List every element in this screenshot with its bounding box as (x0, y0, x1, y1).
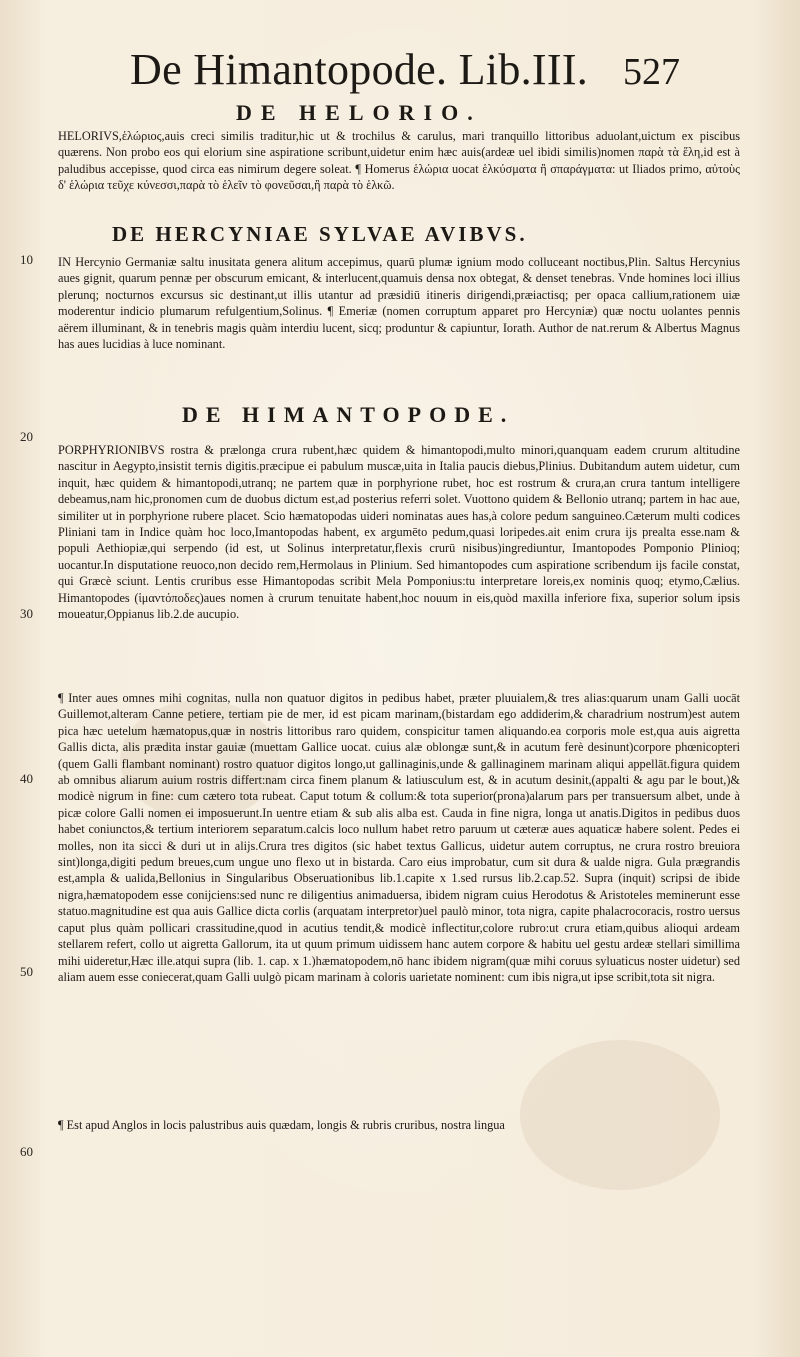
paragraph-hercyniae: IN Hercynio Germaniæ saltu inusitata genera alitum accepimus, quarū plumæ ignium modo colluceant noctibus,Plin. Saltus Hercynius aues gignit, quarum pennæ per obscurum emicant, & interlucent,quamuis densa nox obtegat, & denset tenebras. Vnde homines loci illius plerunq; nocturnos excursus sic destinant,ut illis utantur ad præsidiū itineris dirigendi,præiactisq; per opaca callium,rationem uiæ moderentur indicio plumarum refulgentium,Solinus. ¶ Emeriæ (nomen corruptum apparet pro Hercyniæ) quæ noctu uolantes pennis aërem illuminant, & in tenebris magis quàm interdiu lucent, sicq; produntur & capiuntur, Iorath. Author de nat.rerum & Albertus Magnus has aues lucidias à luce nominant. (58, 255, 740, 352)
section-heading-hercyniae: DE HERCYNIAE SYLVAE AVIBVS. (112, 222, 528, 246)
running-title: De Himantopode. Lib.III. (130, 45, 589, 94)
section-heading-helorio: DE HELORIO. (236, 100, 482, 125)
paragraph-himantopode-1: PORPHYRIONIBVS rostra & prælonga crura rubent,hæc quidem & himantopodi,multo minori,quanquam eadem crurum altitudine nascitur in Aegypto,insistit ternis digitis.præcipue ei pabulum muscæ,uita in Italia paucis diebus,Plinius. Dubitandum autem uidetur, cum inquit, hæc quidem & himantopodi,utranq; ne partem quæ in porphyrione rubet, hoc est rostrum & crura,an crura tantum intelligere debeamus,nam hic,pronomen cum de duobus dictum est,ad posterius referri solet. Vuottono quidem & Bellonio utranq; partem in hac aue, similiter ut in porphyrione rubere placet. Scio hæmatopodas uideri nominatas aues has,à colore pedum sanguineo.Cæterum multi codices Pliniani tam in Indice quàm hoc loco,Imantopodas habent, ex argumēto pedum,quasi loripedes.ait enim crura ijs prealta esse.nam & populi Aethiopiæ,qui serpendo (id est, ut Solinus interpretatur,flexis crurū nisibus)ingrediuntur, Imantopodes Pomponio Plinioq; uocantur.In disputatione reuoco,non decido rem,Hermolaus in Plinium. Sed himantopodes cum aspiratione scribendum ijs facile constat, qui Græcè sciunt. Lentis cruribus esse Himantopodas scribit Mela Pomponius:tu interpretare loreis,ex nominis quoq; etymo,Cælius. Himantopodes (ἱμαντόποδες)aues nomen à crurum tenuitate habent,hoc nouum in eis,quòd maxilla inferiore fixa, superior solum ipsis moueatur,Oppianus lib.2.de aucupio. (58, 443, 740, 622)
margin-line-number: 40 (20, 771, 33, 786)
margin-line-number: 60 (20, 1144, 33, 1159)
section-heading-himantopode: DE HIMANTOPODE. (182, 402, 515, 427)
running-head (120, 40, 680, 100)
paragraph-himantopode-3: ¶ Est apud Anglos in locis palustribus auis quædam, longis & rubris cruribus, nostra lingua (58, 1118, 505, 1132)
margin-line-number: 20 (20, 429, 33, 444)
paper-stain (520, 1040, 720, 1190)
margin-line-number: 30 (20, 606, 33, 621)
margin-line-number: 50 (20, 964, 33, 979)
paragraph-helorio: HELORIVS,ἑλώριος,auis creci similis traditur,hic ut & trochilus & carulus, mari tranquillo littoribus aduolant,uictum ex piscibus quærens. Non probo eos qui elorium sine aspiratione scribunt,uidetur enim hæc auis(ardeæ uel ibidi similis)nomen παρὰ τὰ ἕλη,id est à paludibus accepisse, quod circa eas nimirum degere soleat. ¶ Homerus ἑλώρια uocat ἑλκύσματα ἢ σπαράγματα: ut Iliados primo, αὐτοὺς δ' ἑλώρια τεῦχε κύνεσσι,παρὰ τὸ ἑλεῖν τὸ φονεῦσαι,ἢ παρὰ τὸ ἑλκῶ. (58, 129, 740, 193)
page-number: 527 (623, 51, 680, 93)
paragraph-himantopode-2: ¶ Inter aues omnes mihi cognitas, nulla non quatuor digitos in pedibus habet, præter pluuialem,& tres alias:quarum unam Galli uocāt Guillemot,alteram Canne petiere, tertiam pie de mer, id est picam marinam,(bistardam ego addiderim,& charadrium nostrum)est autem pica hæc uetelum hæmatopus,quæ in nostris littoribus raro quidem, conspicitur tamen aliquando.ea corporis mole est,qua auis aigretta Gallis dicta, alis prædita instar gauiæ (muettam Gallice uocat. cuius alæ oblongæ sunt,& in acutum ferè desinunt)corpore phœnicopteri (quem Galli flambant nominant) rostro quatuor digitos longo,ut gallinaginis,unde & gallinaginem marinam aliqui appellāt.figura quidem ab omnibus aliarum auium rostris differt:nam circa finem planum & latiusculum est, & in acutum desinit,(appalti & agu par le bout,)& modicè nigrum in fine: cum cætero tota rubeat. Caput totum & collum:& tota superior(prona)alarum pars per transuersum albet, unde à picæ colore Galli nomen ei imposuerunt.In uentre etiam & sub alis alba est. Cauda in fine nigra, longa ut anatis.Digitos in pedibus duos habet coniunctos,& tertium interiorem separatum.calcis loco nullum habet retro paruum ut cæteræ aues aquaticæ habere solent. Pedes ei molles, non ita sicci & duri ut in alijs.Crura tres digitos (sic habet textus Gallicus, uidetur autem corruptus, ne crura rostro breuiora sint)longa,digiti pedum breues,cum ungue uno flexo ut in bistarda. Caro eius improbatur, cum sit dura & ualde nigra. Gula prægrandis est,ampla & ualida,Bellonius in Singularibus Obseruationibus lib.1.capite x 1.sed rursus lib.2.cap.52. Supra (inquit) scripsi de ibide nigra,hæmatopodem esse conijciens:sed nunc re diligentius animaduersa, ibidem nigram cuius Herodotus & Aristoteles meminerunt esse statuo.magnitudine est qua auis Gallice dicta corlis (arquatam interpretor)uel paulò minor, tota nigra, capite phalacrocoracis, rostro uersus caput plus quàm pollicari crassitudine,quod in acutius tendit,& modicè inflectitur,colore rubro:ut crura etiam,quibus alioqui ardeam stellarem refert, collo ut aigretta Gallorum, ita ut quum primum uidissem hanc autem corpore & habitu uel gestu ardeæ stellari simillima mihi uideretur,Hæc ille.atqui supra (lib. 1. cap. x 1.)hæmatopodem,nō hanc ibidem nigram(quæ mihi coruus syluaticus noster uidetur) sed aliam auem esse coniecerat,quam Galli uulgò picam marinam à coloris uarietate nominent: cum ibis nigra,ut ipse scribit,tota sit nigra. (58, 691, 740, 984)
margin-line-number: 10 (20, 252, 33, 267)
